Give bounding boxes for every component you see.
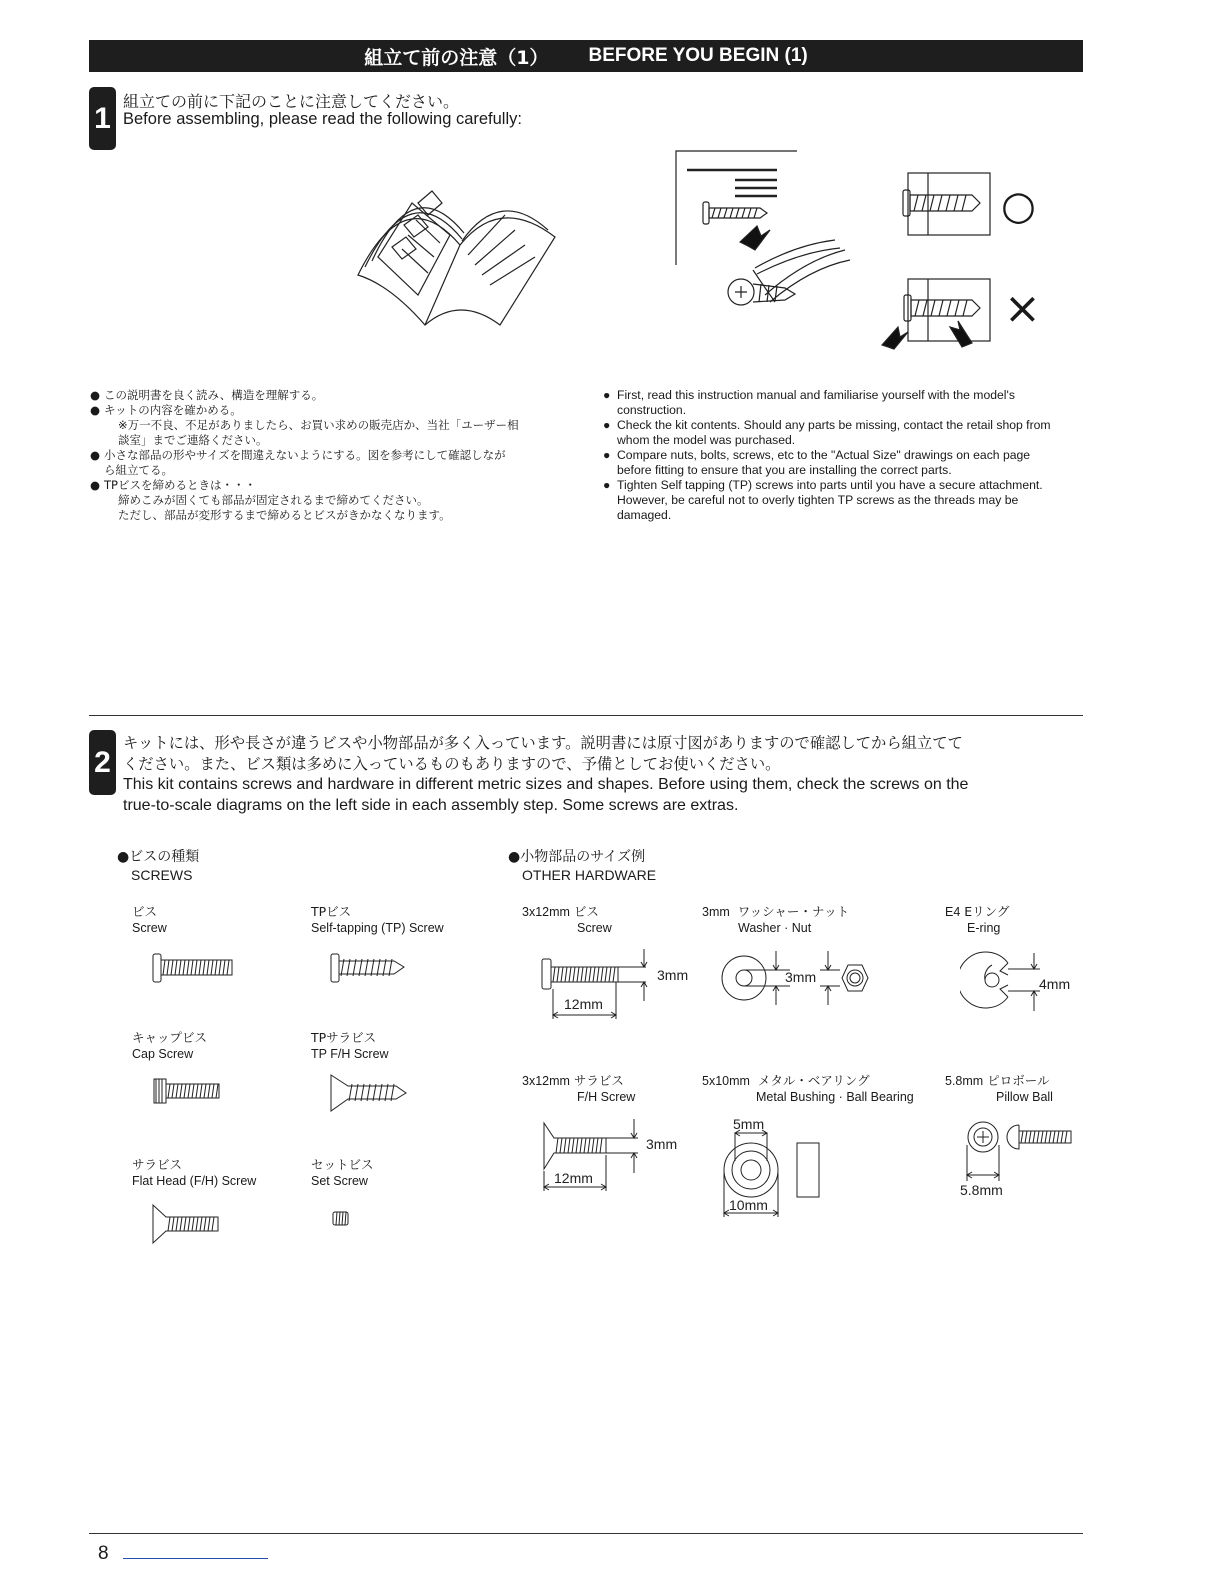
screw-type-fh-screw: サラビス Flat Head (F/H) Screw <box>132 1157 257 1188</box>
washer-nut-diagram <box>718 945 888 1010</box>
hardware-label-pillow-ball: 5.8mm ピロボール Pillow Ball <box>945 1073 1053 1104</box>
step-1-notes-en: ● First, read this instruction manual and familiarise yourself with the model's construction. ● Check the kit contents. Should any parts be missing, contact the retail shop from whom the model was purchased. ● Compare nuts, bolts, screws, etc to the "Actual Size" drawings on each page before fitting to ensure that you are installing the correct parts. ● Tighten Self tapping (TP) screws into parts until you have a secure attachment. However, be careful not to overly tighten TP screws as the threads may be damaged. <box>603 388 1093 523</box>
note-en-3: ● Compare nuts, bolts, screws, etc to the "Actual Size" drawings on each page <box>603 448 1093 463</box>
instruction-manual-illustration <box>350 175 565 330</box>
cap-screw-icon <box>152 1076 224 1106</box>
hardware-label-screw: 3x12mm ビス Screw <box>522 904 612 935</box>
hardware-label-e-ring: E4 Eリング E-ring <box>945 904 1010 935</box>
step-2-intro-en: This kit contains screws and hardware in different metric sizes and shapes. Before using them, check the screws on the true-to-scale diagrams on the left side in each assembly step. Some screws are extras. <box>123 776 969 814</box>
note-jp-3: ● 小さな部品の形やサイズを間違えないようにする。図を参考にして確認しなが <box>90 448 580 463</box>
fh-screw-length-dim: 12mm <box>554 1170 593 1186</box>
hardware-label-washer-nut: 3mm ワッシャー・ナット Washer · Nut <box>702 904 850 935</box>
page-header <box>89 40 1083 72</box>
hardware-label-fh-screw: 3x12mm サラビス F/H Screw <box>522 1073 636 1104</box>
correct-fastening-diagram <box>900 172 995 238</box>
e-ring-dim: 4mm <box>1039 976 1071 992</box>
step-1-intro-en: Before assembling, please read the following carefully: <box>123 110 522 128</box>
page-number: 8 <box>98 1543 109 1564</box>
fh-screw-size-diagram <box>538 1115 688 1195</box>
screw-length-dim: 12mm <box>564 996 603 1012</box>
header-title-en: BEFORE YOU BEGIN (1) <box>588 45 808 66</box>
screw-size-diagram <box>538 945 698 1025</box>
correct-symbol: ○ <box>1001 183 1036 229</box>
note-jp-1: ● この説明書を良く読み、構造を理解する。 <box>90 388 580 403</box>
screwdriver-illustration <box>675 150 865 345</box>
set-screw-icon <box>330 1209 352 1229</box>
incorrect-symbol: × <box>1004 283 1041 334</box>
note-en-1: ● First, read this instruction manual and familiarise yourself with the model's <box>603 388 1093 403</box>
e-ring-diagram <box>960 945 1080 1020</box>
pillow-ball-dim: 5.8mm <box>960 1182 1003 1198</box>
tp-screw-icon <box>328 952 408 984</box>
step-2-badge: 2 <box>89 730 116 795</box>
screws-heading: ●ビスの種類 SCREWS <box>117 849 200 883</box>
screw-type-cap-screw: キャップビス Cap Screw <box>132 1030 208 1061</box>
step-1-notes-jp: ● この説明書を良く読み、構造を理解する。 ● キットの内容を確かめる。 ※万一不良、不足がありましたら、お買い求めの販売店か、当社「ユーザー相 談室」までご連絡ください。 ● 小さな部品の形やサイズを間違えないようにする。図を参考にして確認しなが ら組立てる。 ● TPビスを締めるときは・・・ 締めこみが固くても部品が固定されるまで締めてください。 ただし、部品が変形するまで締めるとビスがきかなくなります。 <box>90 388 580 523</box>
step-2-intro-jp: キットには、形や長さが違うビスや小物部品が多く入っています。説明書には原寸図がありますので確認してから組立てて ください。また、ビス類は多めに入っているものもありますので、予備としてお使いください。 <box>123 734 963 773</box>
screw-type-set-screw: セットビス Set Screw <box>311 1157 374 1188</box>
footer-rule <box>89 1533 1083 1534</box>
step-1-badge: 1 <box>89 87 116 150</box>
tp-flat-head-screw-icon <box>328 1073 410 1113</box>
header-title-jp: 組立て前の注意（1） <box>364 46 549 69</box>
screw-type-screw: ビス Screw <box>132 904 167 935</box>
step-1-intro-jp: 組立ての前に下記のことに注意してください。 <box>123 92 460 111</box>
fh-screw-diameter-dim: 3mm <box>646 1136 678 1152</box>
bushing-outer-dim: 10mm <box>729 1197 768 1213</box>
note-en-2: ● Check the kit contents. Should any parts be missing, contact the retail shop from <box>603 418 1093 433</box>
note-jp-4: ● TPビスを締めるときは・・・ <box>90 478 580 493</box>
screw-diameter-dim: 3mm <box>657 967 689 983</box>
note-jp-2: ● キットの内容を確かめる。 <box>90 403 580 418</box>
hardware-label-bushing-bearing: 5x10mm メタル・ベアリング Metal Bushing · Ball Bearing <box>702 1073 914 1104</box>
screw-type-tp-fh-screw: TPサラビス TP F/H Screw <box>311 1030 389 1061</box>
machine-screw-icon <box>150 952 236 984</box>
pillow-ball-diagram <box>955 1115 1080 1200</box>
bushing-inner-dim: 5mm <box>733 1116 765 1132</box>
washer-nut-dim: 3mm <box>785 969 817 985</box>
section-divider <box>89 715 1083 716</box>
screw-type-tp-screw: TPビス Self-tapping (TP) Screw <box>311 904 444 935</box>
hardware-heading: ●小物部品のサイズ例 OTHER HARDWARE <box>508 849 657 883</box>
incorrect-fastening-diagram <box>878 275 995 350</box>
flat-head-screw-icon <box>150 1203 222 1245</box>
footer-underline <box>123 1558 268 1559</box>
bushing-bearing-diagram <box>715 1115 825 1220</box>
note-en-4: ● Tighten Self tapping (TP) screws into parts until you have a secure attachment. <box>603 478 1093 493</box>
